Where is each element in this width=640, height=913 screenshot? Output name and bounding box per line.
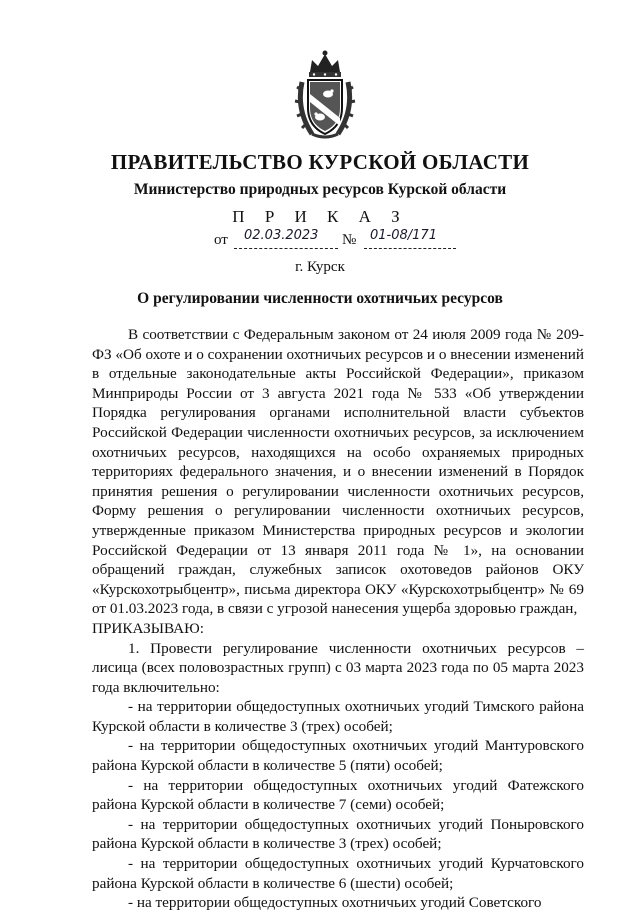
government-title: ПРАВИТЕЛЬСТВО КУРСКОЙ ОБЛАСТИ [110, 150, 530, 174]
list-item: - на территории общедоступных охотничьих угодий Поныровского района Курской области в количестве 3 (трех) особей; [92, 815, 584, 853]
order-keyword: ПРИКАЗЫВАЮ: [92, 619, 204, 637]
list-item: - на территории общедоступных охотничьих угодий Тимского района Курской области в количестве 3 (трех) особей; [92, 698, 584, 735]
list-item: - на территории общедоступных охотничьих угодий Курчатовского района Курской области в количестве 6 (шести) особей; [92, 855, 584, 892]
number-underline [364, 248, 456, 249]
city: г. Курск [295, 259, 345, 275]
document-subject: О регулировании численности охотничьих ресурсов [137, 290, 503, 307]
order-item-1: 1. Провести регулирование численности охотничьих ресурсов – лисица (всех половозрастных групп) с 03 марта 2023 года по 05 марта 2023 года включительно: [92, 639, 584, 696]
preamble-paragraph: В соответствии с Федеральным законом от 24 июля 2009 года № 209-ФЗ «Об охоте и о сохранении охотничьих ресурсов и о внесении изменений в отдельные законодательные акты Российской Федерации», приказом Минприроды России от 3 августа 2021 года № 533 «Об утверждении Порядка регулирования органами исполнительной власти субъектов Российской Федерации численности охотничьих ресурсов, за исключением охотничьих ресурсов, находящихся на особо охраняемых природных территориях федерального значения, и о внесении изменений в Порядок принятия решения о регулировании численности охотничьих ресурсов, Форму решения о регулировании численности охотничьих ресурсов, утвержденные приказом Министерства природных ресурсов и экологии Российской Федерации от 13 января 2011 года № 1», на основании обращений граждан, служебных записок охотоведов районов ОКУ «Курскохотрыбцентр», письма директора ОКУ «Курскохотрыбцентр» № 69 от 01.03.2023 года, в связи с угрозой нанесения ущерба здоровью граждан, [92, 326, 584, 618]
number-prefix: № [342, 232, 357, 248]
date-value: 02.03.2023 [244, 228, 319, 243]
date-prefix: от [214, 232, 228, 248]
document-body [92, 325, 584, 913]
ministry-title: Министерство природных ресурсов Курской области [133, 181, 507, 198]
number-value: 01-08/171 [370, 228, 437, 243]
date-number-line [214, 230, 474, 254]
list-item: - на территории общедоступных охотничьих угодий Фатежского района Курской области в количестве 7 (семи) особей; [92, 776, 584, 814]
coat-of-arms-icon [294, 50, 356, 142]
list-item: - на территории общедоступных охотничьих угодий Советского [128, 894, 542, 912]
date-underline [234, 248, 338, 249]
list-item: - на территории общедоступных охотничьих угодий Мантуровского района Курской области в количестве 5 (пяти) особей; [92, 737, 584, 775]
document-type: П Р И К А З [232, 207, 408, 226]
